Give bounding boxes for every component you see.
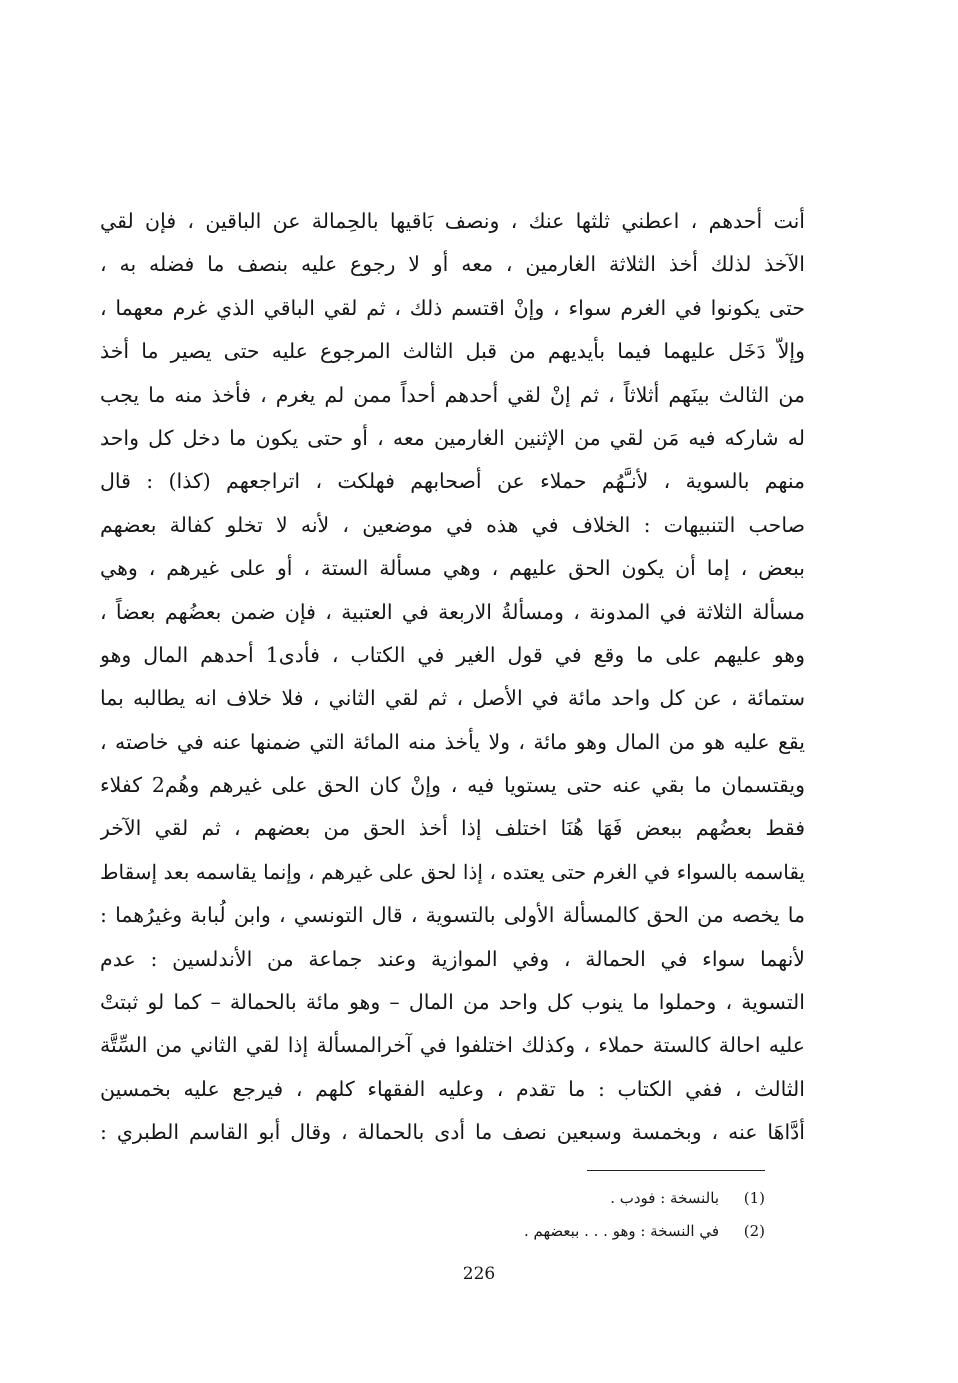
text-line: حتى يكونوا في الغرم سواء ، وإنْ اقتسم ذلك ، ثم لقي الباقي الذي غرم معهما ، <box>100 295 805 320</box>
text-line: لأنهما سواء في الحمالة ، وفي الموازية وعند جماعة من الأندلسين : عدم <box>100 946 805 971</box>
page-number: 226 <box>462 1264 496 1284</box>
footnote-text: في النسخة : وهو . . . ببعضهم . <box>523 1222 719 1240</box>
text-line: عليه احالة كالستة حملاء ، وكذلك اختلفوا في آخرالمسألة إذا لقي الثاني من السِّتَّة <box>100 1033 805 1058</box>
text-line: يقع عليه هو من المال وهو مائة ، ولا يأخذ منه المائة التي ضمنها عنه في خاصته ، <box>100 729 805 754</box>
text-line: التسوية ، وحملوا ما ينوب كل واحد من المال – وهو مائة بالحمالة – كما لو ثبتتْ <box>100 990 805 1015</box>
text-line: منهم بالسوية ، لأنـَّهُم حملاء عن أصحابهم فهلكت ، اتراجعهم (كذا) : قال <box>100 469 805 494</box>
text-line: من الثالث بينَهم أثلاثاً ، ثم إنْ لقي أحدهم أحداً ممن لم يغرم ، فأخذ منه ما يجب <box>100 382 805 407</box>
text-line: يقاسمه بالسواء في الغرم حتى يعتده ، إذا لحق على غيرهم ، وإنما يقاسمه بعد إسقاط <box>100 859 805 884</box>
text-line: الآخذ لذلك أخذ الثلاثة الغارمين ، معه أو لا رجوع عليه بنصف ما فضله به ، <box>100 252 805 277</box>
footnotes <box>300 1182 765 1248</box>
footnote <box>300 1215 765 1248</box>
footnote <box>300 1182 765 1215</box>
text-line: له شاركه فيه مَن لقي من الإثنين الغارمين معه ، أو حتى يكون ما دخل كل واحد <box>100 425 805 450</box>
text-line: صاحب التنبيهات : الخلاف في هذه في موضعين ، لأنه لا تخلو كفالة بعضهم <box>100 512 805 537</box>
footnote-text: بالنسخة : فودب . <box>610 1189 719 1207</box>
footnote-number: (2) <box>743 1222 765 1240</box>
text-line: ستمائة ، عن كل واحد مائة في الأصل ، ثم لقي الثاني ، فلا خلاف انه يطالبه بما <box>100 686 805 711</box>
text-line: الثالث ، ففي الكتاب : ما تقدم ، وعليه الفقهاء كلهم ، فيرجع عليه بخمسين <box>100 1076 805 1101</box>
text-line: وإلاّ دَخَل عليهما فيما بأيديهم من قبل الثالث المرجوع عليه حتى يصير ما أخذ <box>100 339 805 364</box>
text-line: أنت أحدهم ، اعطني ثلثها عنك ، ونصف بَاقيها بالحِمالة عن الباقين ، فإن لقي <box>100 209 805 233</box>
main-text-block <box>100 200 805 1155</box>
text-line: وهو عليهم على ما وقع في قول الغير في الكتاب ، فأدى1 أحدهم المال وهو <box>100 642 805 667</box>
footnote-number: (1) <box>743 1189 765 1207</box>
text-line: ما يخصه من الحق كالمسألة الأولى بالتسوية ، قال التونسي ، وابن لُبابة وغيرُهما : <box>100 903 805 928</box>
text-line: أدَّاهَا عنه ، وبخمسة وسبعين نصف ما أدى بالحمالة ، وقال أبو القاسم الطبري : <box>100 1120 805 1145</box>
text-line: مسألة الثلاثة في المدونة ، ومسألةُ الاربعة في العتبية ، فإن ضمن بعضُهم بعضاً ، <box>100 599 805 624</box>
footnote-separator <box>587 1170 765 1171</box>
text-line: ببعض ، إما أن يكون الحق عليهم ، وهي مسألة الستة ، أو على غيرهم ، وهي <box>100 556 805 581</box>
text-line: فقط بعضُهم ببعض فَهَا هُنَا اختلف إذا أخذ الحق من بعضهم ، ثم لقي الآخر <box>100 816 805 841</box>
text-line: ويقتسمان ما بقي عنه حتى يستويا فيه ، وإنْ كان الحق على غيرهم وهُم2 كفلاء <box>100 773 805 798</box>
